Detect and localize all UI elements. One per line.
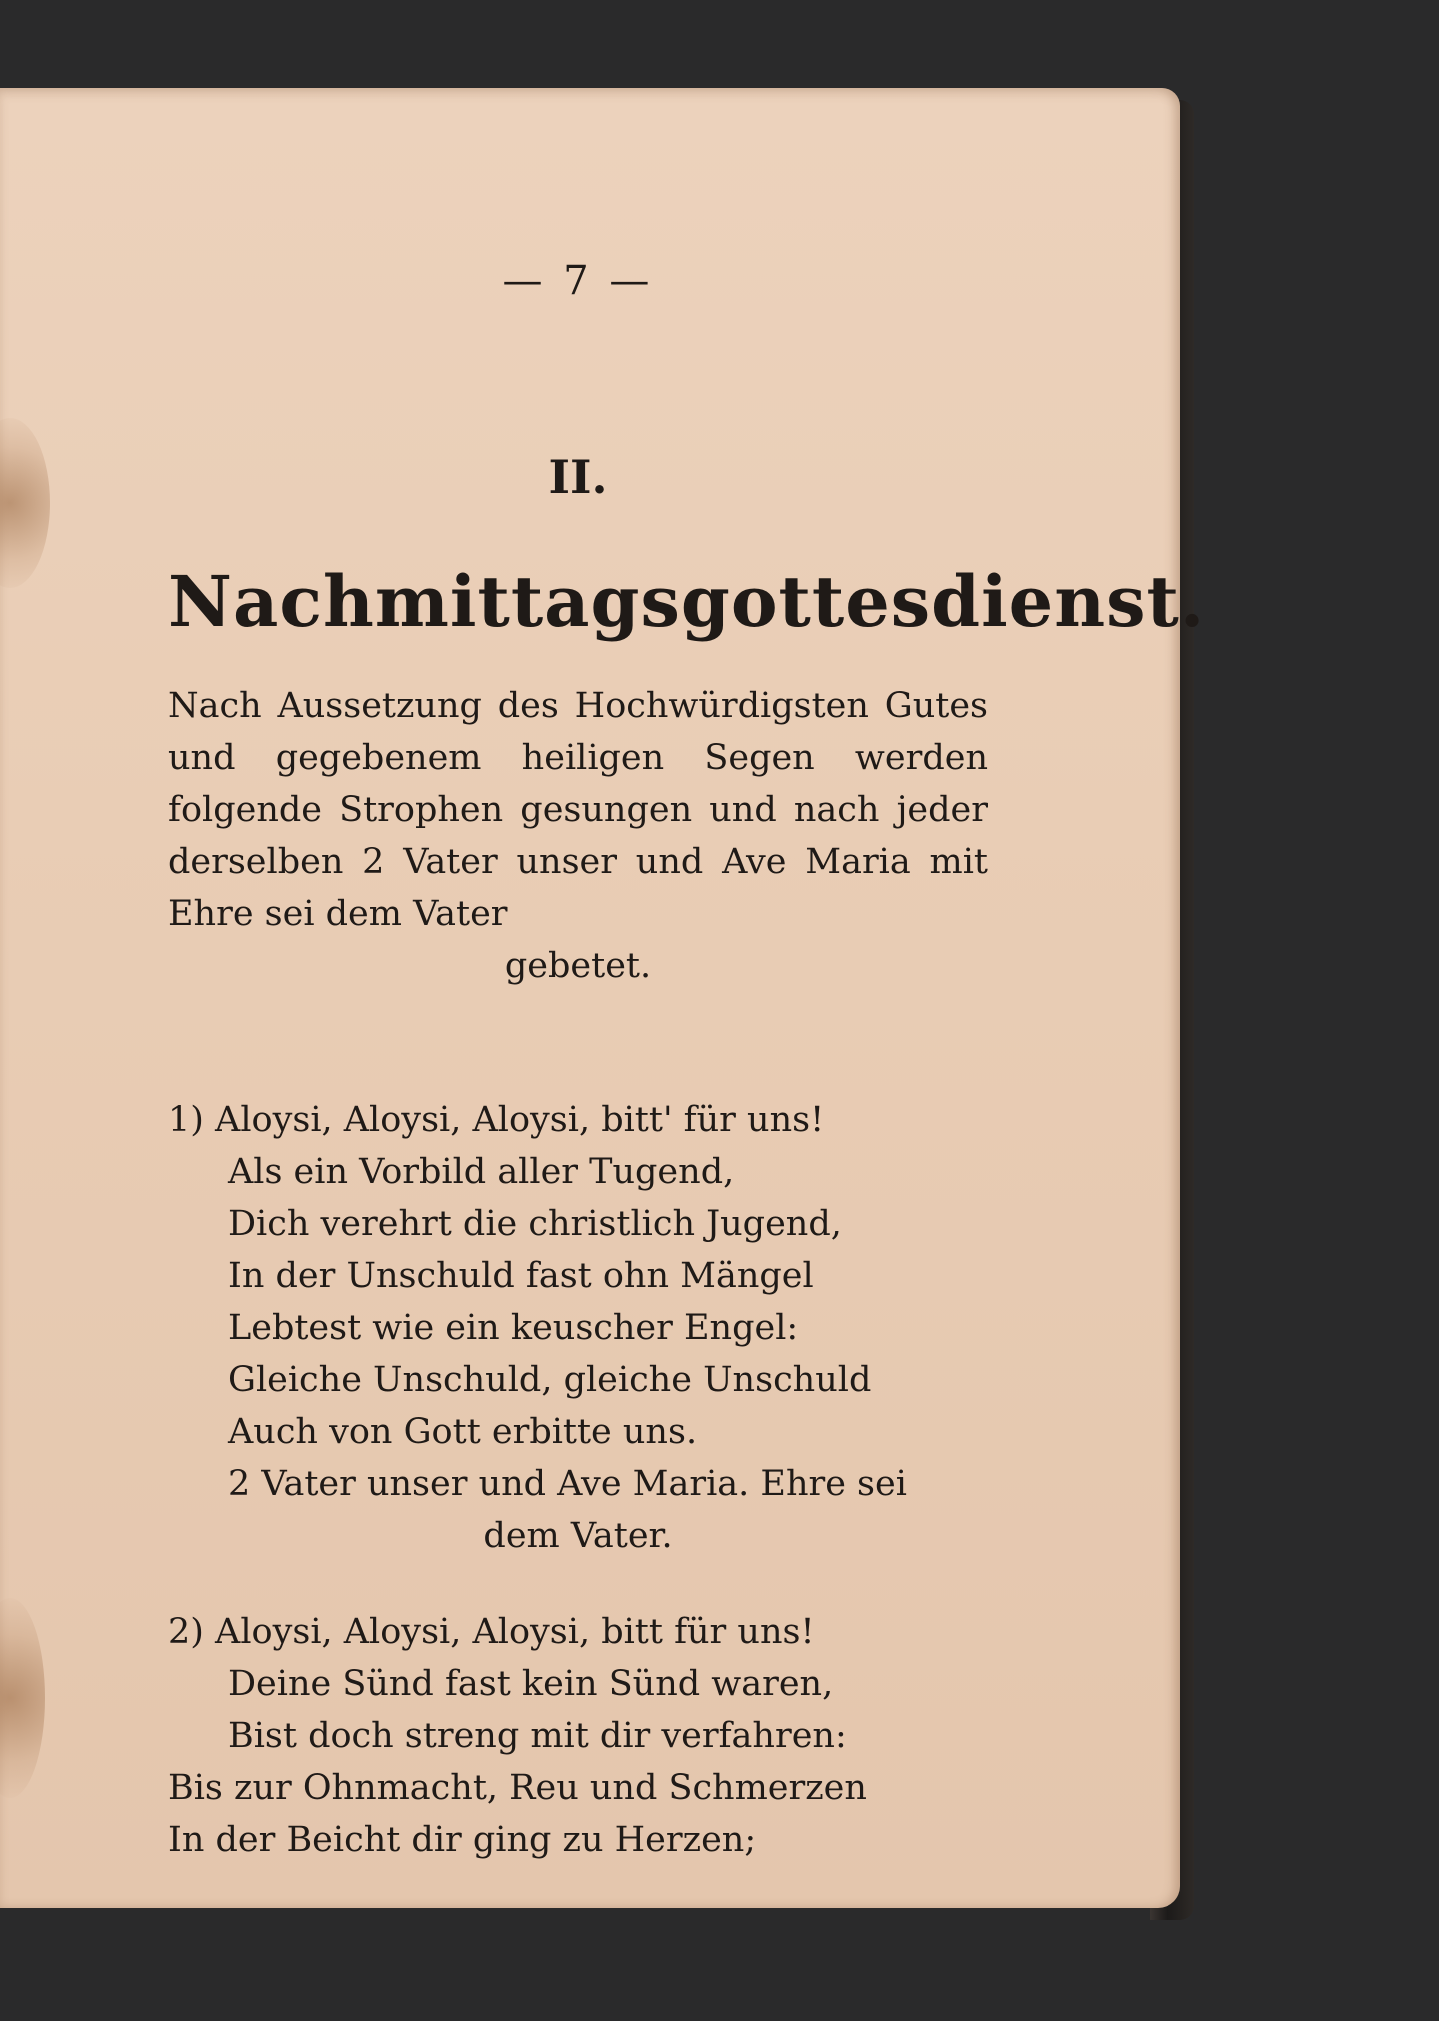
verse-2: [168, 1606, 988, 1866]
verse-line: In der Beicht dir ging zu Herzen;: [168, 1820, 757, 1860]
page-number: — 7 —: [502, 258, 654, 304]
intro-last-line: gebetet.: [504, 946, 652, 986]
stain-mark: [0, 418, 50, 588]
verse-line: Dich verehrt die christlich Jugend,: [228, 1204, 842, 1244]
verse-1: [168, 1094, 988, 1562]
stain-mark: [0, 1598, 45, 1798]
verse-refrain-end: dem Vater.: [483, 1516, 673, 1556]
verse-line: Bist doch streng mit dir verfahren:: [228, 1716, 847, 1756]
verse-line: 1) Aloysi, Aloysi, Aloysi, bitt' für uns!: [168, 1100, 825, 1140]
section-numeral: II.: [548, 450, 608, 504]
book-page: [0, 88, 1206, 1908]
verse-line: Als ein Vorbild aller Tugend,: [228, 1152, 735, 1192]
verse-line: Lebtest wie ein keuscher Engel:: [228, 1308, 799, 1348]
intro-text: Nach Aussetzung des Hochwürdigsten Gutes und gegebenem heiligen Segen werden folgende Strophen gesungen und nach jeder derselben 2 Vater unser und Ave Maria mit Ehre sei dem Vater: [168, 686, 988, 934]
verse-line: In der Unschuld fast ohn Mängel: [228, 1256, 814, 1296]
verse-line: Deine Sünd fast kein Sünd waren,: [228, 1664, 834, 1704]
verse-line: Bis zur Ohnmacht, Reu und Schmerzen: [168, 1768, 867, 1808]
verse-line: Auch von Gott erbitte uns.: [228, 1412, 698, 1452]
verse-line: 2) Aloysi, Aloysi, Aloysi, bitt für uns!: [168, 1612, 815, 1652]
section-title: Nachmittagsgottesdienst.: [168, 560, 1206, 643]
verse-refrain: 2 Vater unser und Ave Maria. Ehre sei: [228, 1464, 907, 1504]
intro-paragraph: [168, 680, 988, 992]
verse-line: Gleiche Unschuld, gleiche Unschuld: [228, 1360, 872, 1400]
